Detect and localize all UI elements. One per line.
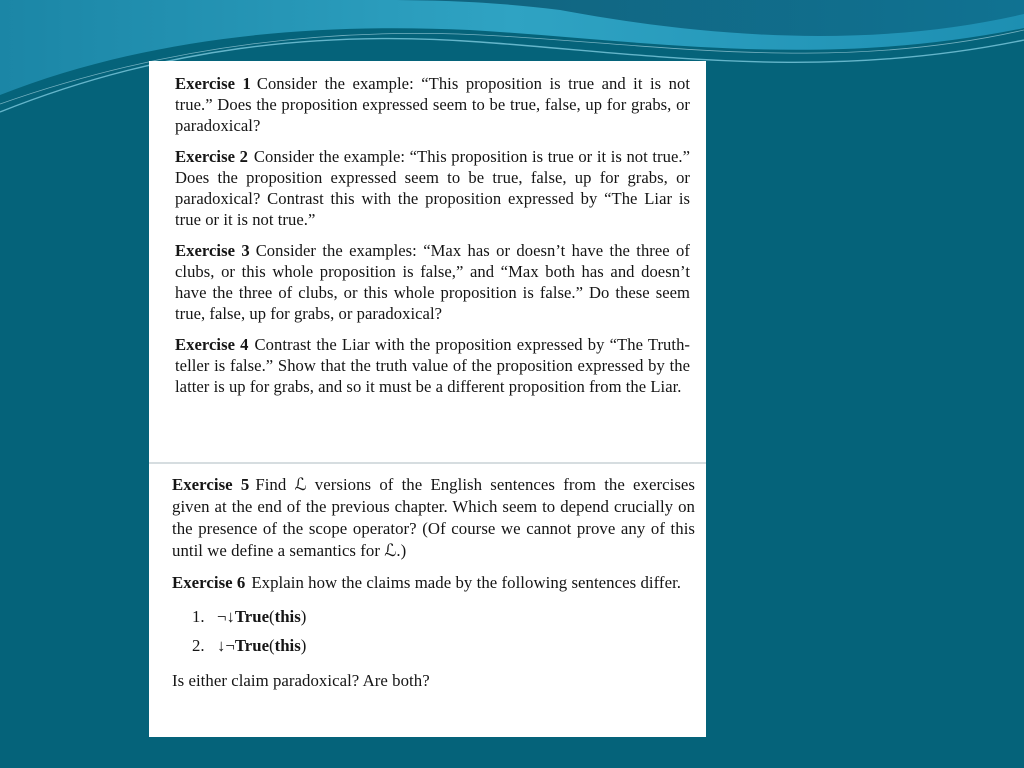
claim-predicate: True <box>234 607 270 626</box>
paren-open: ( <box>269 607 275 626</box>
exercise-text: Contrast the Liar with the proposition expressed by “The Truth-teller is false.” Show that the truth value of the proposition expressed by the latter is up for grabs, and so it must be a different proposition from the Liar. <box>175 335 690 396</box>
exercise-label: Exercise 5 <box>172 475 250 494</box>
exercise-text: Consider the example: “This proposition is true and it is not true.” Does the proposition expressed seem to be true, false, up for grabs, or paradoxical? <box>175 74 690 135</box>
exercise-label: Exercise 1 <box>175 74 251 93</box>
claim-item <box>192 602 695 631</box>
exercise-3 <box>175 240 690 324</box>
exercise-text: Consider the example: “This proposition is true or it is not true.” Does the proposition expressed seem to be true, false, up for grabs, or paradoxical? Contrast this with the proposition expressed by “The Liar is true or it is not true.” <box>175 147 690 229</box>
exercise-text: Explain how the claims made by the following sentences differ. <box>251 573 682 592</box>
exercise-label: Exercise 2 <box>175 147 248 166</box>
claim-argument: this <box>274 636 301 655</box>
paren-open: ( <box>269 636 275 655</box>
exercise-4 <box>175 334 690 397</box>
claim-number: 1. <box>192 607 205 626</box>
document-page-bottom <box>149 464 706 737</box>
exercise-label: Exercise 3 <box>175 241 250 260</box>
exercise-label: Exercise 4 <box>175 335 249 354</box>
claim-argument: this <box>274 607 301 626</box>
exercise-1 <box>175 73 690 136</box>
claim-predicate: True <box>234 636 270 655</box>
closing-question: Is either claim paradoxical? Are both? <box>172 671 430 690</box>
paren-close: ) <box>300 607 307 626</box>
paren-close: ) <box>300 636 307 655</box>
exercise-label: Exercise 6 <box>172 573 246 592</box>
exercise-2 <box>175 146 690 230</box>
claim-item <box>192 631 695 660</box>
claims-list <box>172 602 695 660</box>
claim-number: 2. <box>192 636 205 655</box>
document-page-top <box>149 61 706 463</box>
exercise-text: Consider the examples: “Max has or doesn’t have the three of clubs, or this whole proposition is false,” and “Max both has and doesn’t have the three of clubs, or this whole proposition is false.” Do these seem true, false, up for grabs, or paradoxical? <box>175 241 690 323</box>
exercise-5 <box>172 474 695 562</box>
claim-prefix: ¬↓ <box>217 607 235 626</box>
exercise-text: Find ℒ versions of the English sentences from the exercises given at the end of the previous chapter. Which seem to depend crucially on the presence of the scope operator? (Of course we cannot prove any of this until we define a semantics for ℒ.) <box>172 475 695 560</box>
exercise-6 <box>172 572 695 594</box>
claim-prefix: ↓¬ <box>217 636 235 655</box>
